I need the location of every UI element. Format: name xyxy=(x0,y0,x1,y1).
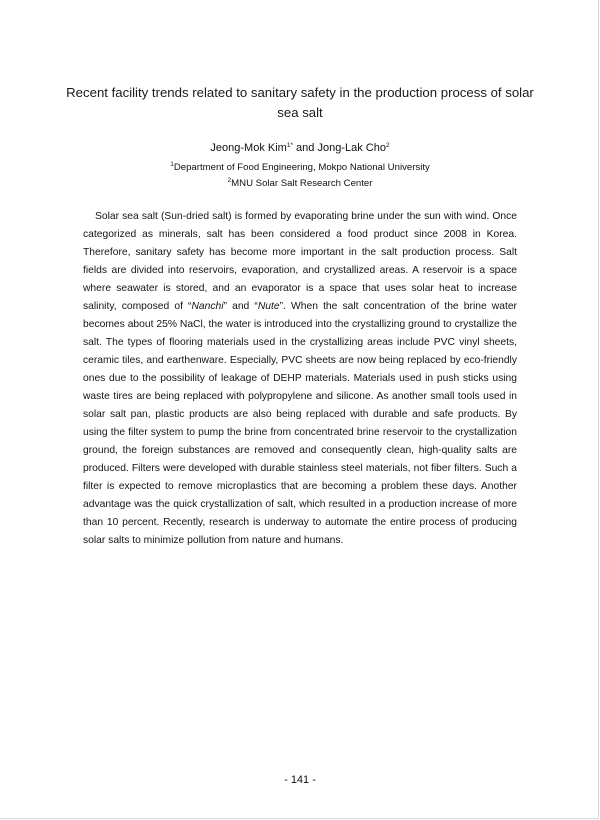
author-joiner: and xyxy=(292,142,318,154)
abstract-text: ”. When the salt concentration of the brine water becomes about 25% NaCl, the water is introduced into the crystallizing ground to crystallize the salt. The types of flooring materials used in the crystallizing areas include PVC vinyl sheets, ceramic tiles, and earthenware. Especially, PVC sheets are now being replaced by eco-friendly ones due to the possibility of leakage of DEHP materials. Materials used in push sticks using waste tires are being replaced with polypropylene and silicone. As another small tools used in solar salt pan, plastic products are also being replaced with durable and safe products. By using the filter system to pump the brine from concentrated brine reservoir to the crystallization ground, the foreign substances are removed and consequently clean, high-quality salts are produced. Filters were developed with durable stainless steel materials, not fiber filters. Such a filter is expected to remove microplastics that are becoming a problem these days. Another advantage was the quick crystallization of salt, which resulted in a production increase of more than 10 percent. Recently, research is underway to automate the entire process of producing solar salts to minimize pollution from nature and humans. xyxy=(83,301,517,546)
abstract-text: Solar sea salt (Sun-dried salt) is formed by evaporating brine under the sun with wind. Once categorized as minerals, salt has been considered a food product since 2008 in Korea. Therefore, sanitary safety has become more important in the salt production process. Salt fields are divided into reservoirs, evaporation, and crystallized areas. A reservoir is a space where seawater is stored, and an evaporator is a space that uses solar heat to increase salinity, composed of “ xyxy=(83,211,517,312)
author-name: Jong-Lak Cho xyxy=(317,142,386,154)
affiliation-text: Department of Food Engineering, Mokpo National University xyxy=(173,162,430,173)
author-line xyxy=(0,141,600,156)
abstract-paragraph xyxy=(83,208,517,550)
abstract-text: ” and “ xyxy=(223,301,258,312)
affiliation-mark: 1 xyxy=(170,161,174,168)
affiliation-line xyxy=(0,161,600,174)
affiliation-text: MNU Solar Salt Research Center xyxy=(231,178,373,189)
author-affiliation-mark: 2 xyxy=(385,142,390,149)
author-affiliation-mark: 1* xyxy=(286,142,293,149)
italic-term: Nanchi xyxy=(191,301,224,312)
affiliation-line xyxy=(0,177,600,190)
affiliation-mark: 2 xyxy=(227,177,232,184)
author-name: Jeong-Mok Kim xyxy=(210,142,287,154)
page-number: - 141 - xyxy=(284,774,316,786)
paper-title: Recent facility trends related to sanitary safety in the production process of solar sea salt xyxy=(66,85,534,120)
italic-term: Nute xyxy=(257,301,280,312)
